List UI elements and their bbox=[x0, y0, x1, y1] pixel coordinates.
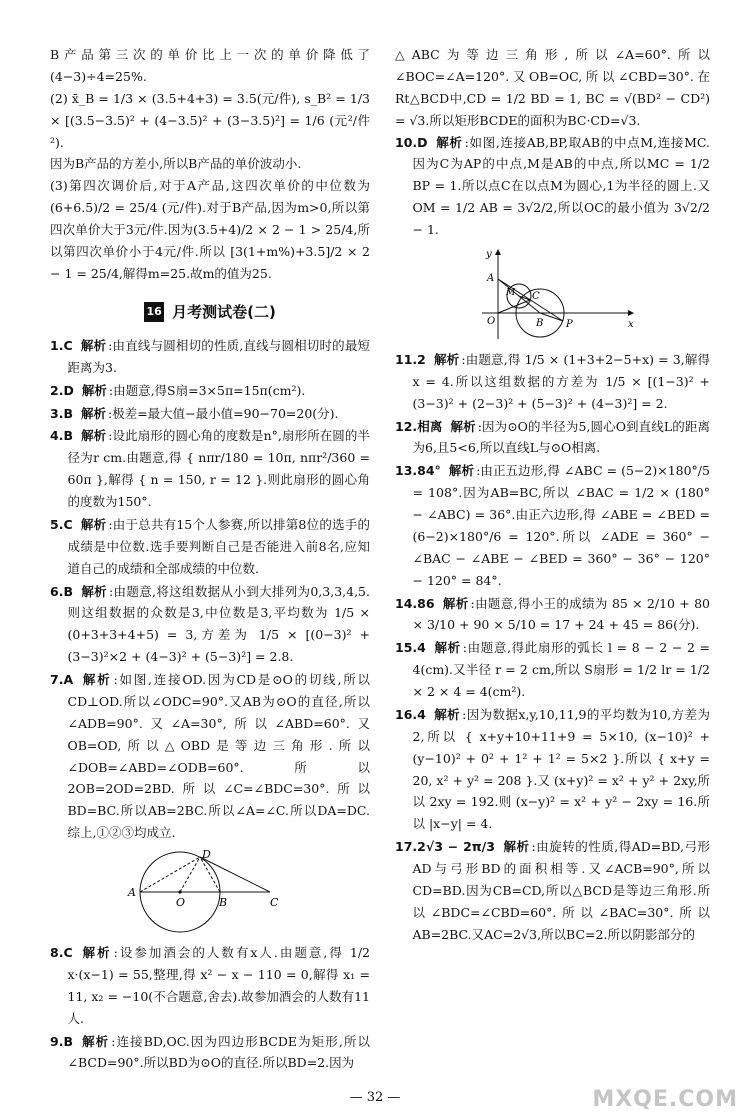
answer-item: 12.相离 解析 :因为⊙O的半径为5,圆心O到直线L的距离为6,且5<6,所以直线L与⊙O相离. bbox=[395, 418, 710, 456]
answer-item: 11.2 解析 :由题意,得 1/5 × (1+3+2−5+x) = 3,解得 x = 4.所以这组数据的方差为 1/5 × [(1−3)² + (3−3)² + (2−3)² + (5−3)² + (4−3)²] = 2. bbox=[395, 351, 710, 411]
answer-item: 10.D 解析 :如图,连接AB,BP,取AB的中点M,连接MC.因为C为AP的中点,M是AB的中点,所以MC = 1/2 BP = 1.所以点C在以点M为圆心,1为半径的圆上.又 OM = 1/2 AB = 3√2/2,所以OC的最小值为 3√2/2 − 1. bbox=[395, 134, 710, 237]
y-axis-arrow bbox=[495, 249, 501, 255]
label-p: P bbox=[565, 318, 573, 330]
watermark-logo: MXQE.COM bbox=[592, 1087, 738, 1112]
answer-item: 2.D 解析 :由题意,得S扇=3×5π=15π(cm²). bbox=[50, 382, 306, 398]
continuation-text: (3)第四次调价后,对于A产品,这四次单价的中位数为(6+6.5)/2 = 25/4 (元/件).对于B产品,因为m>0,所以第四次单价大于3元/件.因为(3.5+4)/2 × 2 − 1 > 25/4,所以第四次单价小于4元/件.所以 [3(1+m%)+3.5]/2 × 2 − 1 = 25/4,解得m=25.故m的值为25. bbox=[50, 178, 370, 281]
left-column bbox=[50, 44, 370, 1075]
answer-item: 13.84° 解析 :由正五边形,得 ∠ABC = (5−2)×180°/5 = 108°.因为AB=BC,所以 ∠BAC = 1/2 × (180° − ∠ABC) = 36°.由正六边形,得 ∠ABE = ∠BED = (6−2)×180°/6 = 120°.所以 ∠ADE = 360° − ∠BAC − ∠ABE − ∠BED = 360° − 36° − 120° − 120° = 84°. bbox=[395, 463, 710, 588]
answer-item: 17.2√3 − 2π/3 解析 :由旋转的性质,得AD=BD,弓形AD与弓形BD的面积相等.又∠ACB=90°,所以CD=BD.因为CB=CD,所以△BCD是等边三角形.所以∠BDC=∠CBD=60°.所以∠BAC=30°.所以AB=2BC.又AC=2√3,所以BC=2.所以阴影部分的 bbox=[395, 839, 710, 942]
label-a: A bbox=[128, 886, 136, 899]
label-x: x bbox=[627, 318, 634, 330]
page-number: — 32 — bbox=[349, 1090, 401, 1105]
answer-item: 15.4 解析 :由题意,得此扇形的弧长 l = 8 − 2 − 2 = 4(cm).又半径 r = 2 cm,所以 S扇形 = 1/2 lr = 1/2 × 2 × 4 = 4(cm²). bbox=[395, 640, 710, 699]
segment-bp bbox=[540, 313, 563, 321]
label-c: C bbox=[270, 896, 279, 909]
section-header bbox=[50, 299, 370, 325]
label-o: O bbox=[176, 896, 186, 909]
label-y: y bbox=[485, 248, 492, 260]
continuation-text: 因为B产品的方差小,所以B产品的单价波动小. bbox=[50, 156, 302, 172]
segment-ad bbox=[140, 857, 200, 892]
label-b: B bbox=[219, 896, 228, 909]
answer-item: 5.C 解析 :由于总共有15个人参赛,所以排第8位的选手的成绩是中位数.选手要判断自己是否能进入前8名,应知道自己的成绩和全部成绩的中位数. bbox=[50, 516, 370, 576]
section-number-badge: 16 bbox=[144, 302, 164, 322]
coordinate-figure bbox=[468, 247, 638, 343]
answer-item: 14.86 解析 :由题意,得小王的成绩为 85 × 2/10 + 80 × 3/10 + 90 × 5/10 = 17 + 24 + 45 = 86(分). bbox=[395, 595, 710, 633]
answer-item: 9.B 解析 :连接BD,OC.因为四边形BCDE为矩形,所以∠BCD=90°.所以BD为⊙O的直径.所以BD=2.因为 bbox=[50, 1033, 370, 1071]
answer-item: 1.C 解析 :由直线与圆相切的性质,直线与圆相切时的最短距离为3. bbox=[50, 337, 370, 375]
label-m: M bbox=[505, 287, 515, 298]
answer-item: 16.4 解析 :因为数据x,y,10,11,9的平均数为10,方差为2,所以 { x+y+10+11+9 = 5×10, (x−10)² + (y−10)² + 0² + 1² + 1² = 5×2 }.所以 { x+y = 20, x² + y² = 208 }.又 (x+y)² = x² + y² + 2xy,所以 2xy = 192.则 (x−y)² = x² + y² − 2xy = 16.所以 |x−y| = 4. bbox=[395, 706, 710, 832]
answer-list bbox=[50, 335, 370, 1074]
label-d: D bbox=[202, 850, 211, 861]
label-a: A bbox=[486, 272, 494, 284]
label-b: B bbox=[535, 317, 543, 329]
answer-item: 6.B 解析 :由题意,将这组数据从小到大排列为0,3,3,4,5.则这组数据的众数是3,中位数是3,平均数为 1/5 × (0+3+3+4+5) = 3,方差为 1/5 × [(0−3)² + (3−3)²×2 + (4−3)² + (5−3)²] = 2.8. bbox=[50, 583, 370, 665]
x-axis-arrow bbox=[628, 310, 634, 316]
segment-dc bbox=[200, 857, 270, 892]
circle-tangent-figure bbox=[120, 850, 300, 936]
segment-od bbox=[180, 857, 200, 892]
point-o bbox=[178, 890, 181, 893]
label-c: C bbox=[531, 290, 540, 302]
section-title: 月考测试卷(二) bbox=[172, 302, 276, 321]
answer-item: 4.B 解析 :设此扇形的圆心角的度数是n°,扇形所在圆的半径为r cm.由题意,得 { nπr/180 = 10π, nπr²/360 = 60π },解得 { n = 150, r = 12 }.则此扇形的圆心角的度数为150°. bbox=[50, 428, 370, 509]
answer-item: 7.A 解析 :如图,连接OD.因为CD是⊙O的切线,所以CD⊥OD.所以∠ODC=90°.又AB为⊙O的直径,所以∠ADB=90°.又∠A=30°,所以∠ABD=60°.又OB=OD,所以△OBD是等边三角形.所以∠DOB=∠ABD=∠ODB=60°.所以2OB=2OD=2BD.所以∠C=∠BDC=30°.所以BD=BC.所以AB=2BC.所以∠A=∠C.所以DA=DC.综上,①②③均成立. bbox=[50, 672, 370, 841]
continuation-text: △ABC为等边三角形,所以∠A=60°.所以∠BOC=∠A=120°.又OB=OC,所以∠CBD=30°.在Rt△BCD中,CD = 1/2 BD = 1, BC = √(BD² − CD²) = √3.所以矩形BCDE的面积为BC·CD=√3. bbox=[395, 47, 710, 128]
continuation-text: (2) x̄_B = 1/3 × (3.5+4+3) = 3.5(元/件), s_B² = 1/3 × [(3.5−3.5)² + (4−3.5)² + (3−3.5)²] = 1/6 (元²/件²). bbox=[50, 90, 370, 150]
continuation-text: B产品第三次的单价比上一次的单价降低了(4−3)÷4=25%. bbox=[50, 47, 370, 84]
label-o: O bbox=[486, 315, 495, 327]
answer-item: 8.C 解析 :设参加酒会的人数有x人.由题意,得 1/2 x·(x−1) = 55,整理,得 x² − x − 110 = 0,解得 x₁ = 11, x₂ = −10(不合题意,舍去).故参加酒会的人数有11人. bbox=[50, 945, 370, 1026]
answer-item: 3.B 解析 :极差=最大值−最小值=90−70=20(分). bbox=[50, 405, 339, 421]
right-column bbox=[395, 44, 710, 947]
